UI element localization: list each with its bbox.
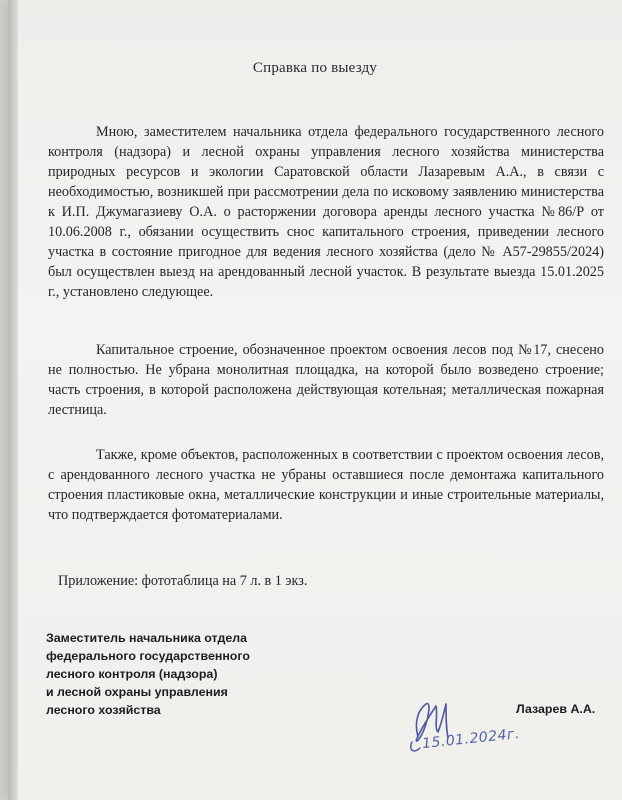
page-edge-shadow [8,0,18,800]
paragraph-1 [48,122,604,302]
document-sheet [8,0,622,800]
paragraph-1-text: Мною, заместителем начальника отдела федерального государственного лесного контроля (надзора) и лесной охраны управления лесного хозяйства министерства природных ресурсов и экологии Саратовской области Лазаревым А.А., в связи с необходимостью, возникшей при рассмотрении дела по исковому заявлению министерства к И.П. Джумагазиеву О.А. о расторжении договора аренды лесного участка №86/Р от 10.06.2008 г., обязании осуществить снос капитального строения, приведении лесного участка в состояние пригодное для ведения лесного хозяйства (дело № А57-29855/2024) был осуществлен выезд на арендованный лесной участок. В результате выезда 15.01.2025 г., установлено следующее. [48,124,604,300]
paragraph-2-text: Капитальное строение, обозначенное проектом освоения лесов под №17, снесено не полностью. Не убрана монолитная площадка, на которой было возведено строение; часть строения, в которой расположена действующая котельная; металлическая пожарная лестница. [48,342,604,418]
handwritten-date: 15.01.2024г. [421,725,521,753]
paragraph-3 [48,445,604,525]
signer-position: Заместитель начальника отдела федерального государственного лесного контроля (надзора) и лесной охраны управления лесного хозяйства [46,631,250,717]
document-title: Справка по выезду [252,60,378,76]
paragraph-3-text: Также, кроме объектов, расположенных в соответствии с проектом освоения лесов, с арендованного лесного участка не убраны оставшиеся после демонтажа капитального строения пластиковые окна, металлические конструкции и иные строительные материалы, что подтверждается фотоматериалами. [48,447,604,523]
paragraph-2 [48,340,604,420]
appendix-note: Приложение: фототаблица на 7 л. в 1 экз. [58,573,308,589]
handwritten-signature [388,682,521,762]
signer-name: Лазарев А.А. [516,702,596,716]
